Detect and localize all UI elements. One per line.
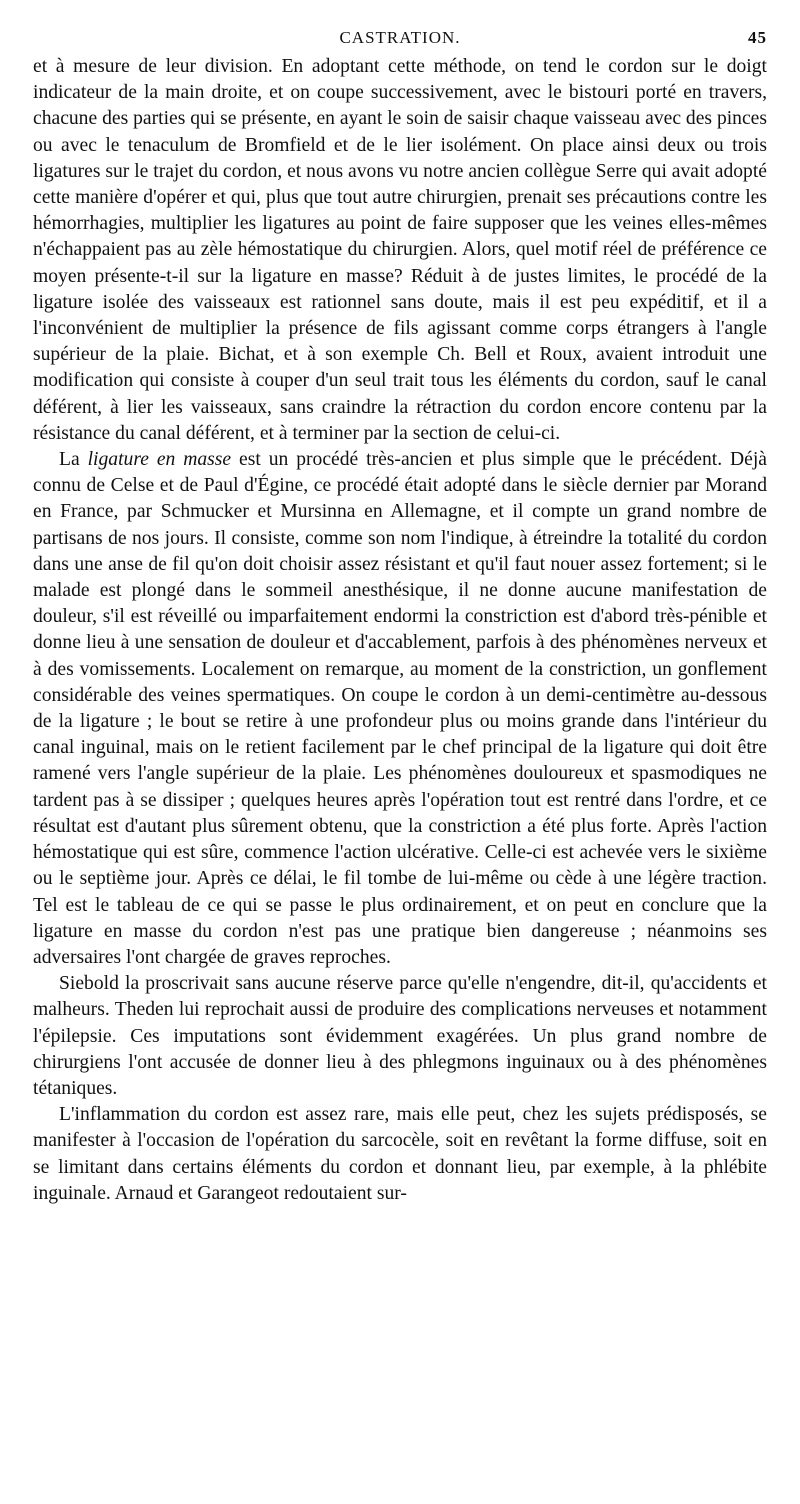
paragraph-1-text: et à mesure de leur division. En adoptant cette méthode, on tend le cordon sur le doigt indicateur de la main droite, et on coupe successivement, avec le bistouri porté en travers, chacune des parties qui se présente, en ayant le soin de saisir chaque vaisseau avec des pinces ou avec le tenaculum de Bromfield et de le lier isolément. On place ainsi deux ou trois ligatures sur le trajet du cordon, et nous avons vu notre ancien collègue Serre qui avait adopté cette manière d'opérer et qui, plus que tout autre chirurgien, prenait ses précautions contre les hémorrhagies, multiplier les ligatures au point de faire supposer que les veines elles-mêmes n'échappaient pas au zèle hémostatique du chirurgien. Alors, quel motif réel de préférence ce moyen présente-t-il sur la ligature en masse? Réduit à de justes limites, le procédé de la ligature isolée des vaisseaux est rationnel sans doute, mais il est peu expéditif, et il a l'inconvénient de multiplier la présence de fils agissant comme corps étrangers à l'angle supérieur de la plaie. Bichat, et à son exemple Ch. Bell et Roux, avaient introduit une modification qui consiste à couper d'un seul trait tous les éléments du cordon, sauf le canal déférent, à lier les vaisseaux, sans craindre la rétraction du cordon encore contenu par la résistance du canal déférent, et à terminer par la section de celui-ci. (33, 56, 767, 444)
body-text (33, 54, 767, 1207)
paragraph-4 (33, 1102, 767, 1207)
book-page (33, 28, 767, 1207)
running-head (33, 28, 767, 54)
paragraph-1 (33, 54, 767, 447)
paragraph-2-lead: La (59, 449, 88, 471)
running-title: CASTRATION. (339, 28, 461, 47)
page-number: 45 (748, 28, 767, 47)
paragraph-3 (33, 971, 767, 1102)
paragraph-2 (33, 447, 767, 971)
paragraph-4-text: L'inflammation du cordon est assez rare, mais elle peut, chez les sujets prédisposés, se manifester à l'occasion de l'opération du sarcocèle, soit en revêtant la forme diffuse, soit en se limitant dans certains éléments du cordon et donnant lieu, par exemple, à la phlébite inguinale. Arnaud et Garangeot redoutaient sur- (33, 1104, 767, 1204)
paragraph-2-text: est un procédé très-ancien et plus simple que le précédent. Déjà connu de Celse et de Paul d'Égine, ce procédé était adopté dans le siècle dernier par Morand en France, par Schmucker et Mursinna en Allemagne, et il compte un grand nombre de partisans de nos jours. Il consiste, comme son nom l'indique, à étreindre la totalité du cordon dans une anse de fil qu'on doit choisir assez résistant et qu'il faut nouer assez fortement; si le malade est plongé dans le sommeil anesthésique, il ne donne aucune manifestation de douleur, s'il est réveillé ou imparfaitement endormi la constriction est d'abord très-pénible et donne lieu à une sensation de douleur et d'accablement, parfois à des phénomènes nerveux et à des vomissements. Localement on remarque, au moment de la constriction, un gonflement considérable des veines spermatiques. On coupe le cordon à un demi-centimètre au-dessous de la ligature ; le bout se retire à une profondeur plus ou moins grande dans l'intérieur du canal inguinal, mais on le retient facilement par le chef principal de la ligature qui doit être ramené vers l'angle supérieur de la plaie. Les phénomènes douloureux et spasmodiques ne tardent pas à se dissiper ; quelques heures après l'opération tout est rentré dans l'ordre, et ce résultat est d'autant plus sûrement obtenu, que la constriction a été plus forte. Après l'action hémostatique qui est sûre, commence l'action ulcérative. Celle-ci est achevée vers le sixième ou le septième jour. Après ce délai, le fil tombe de lui-même ou cède à une légère traction. Tel est le tableau de ce qui se passe le plus ordinairement, et on peut en conclure que la ligature en masse du cordon n'est pas une pratique bien dangereuse ; néanmoins ses adversaires l'ont chargée de graves reproches. (33, 449, 767, 968)
paragraph-2-emphasis: ligature en masse (87, 449, 232, 471)
paragraph-3-text: Siebold la proscrivait sans aucune réserve parce qu'elle n'engendre, dit-il, qu'accidents et malheurs. Theden lui reprochait aussi de produire des complications nerveuses et notamment l'épilepsie. Ces imputations sont évidemment exagérées. Un plus grand nombre de chirurgiens l'ont accusée de donner lieu à des phlegmons inguinaux ou à des phénomènes tétaniques. (33, 973, 767, 1099)
